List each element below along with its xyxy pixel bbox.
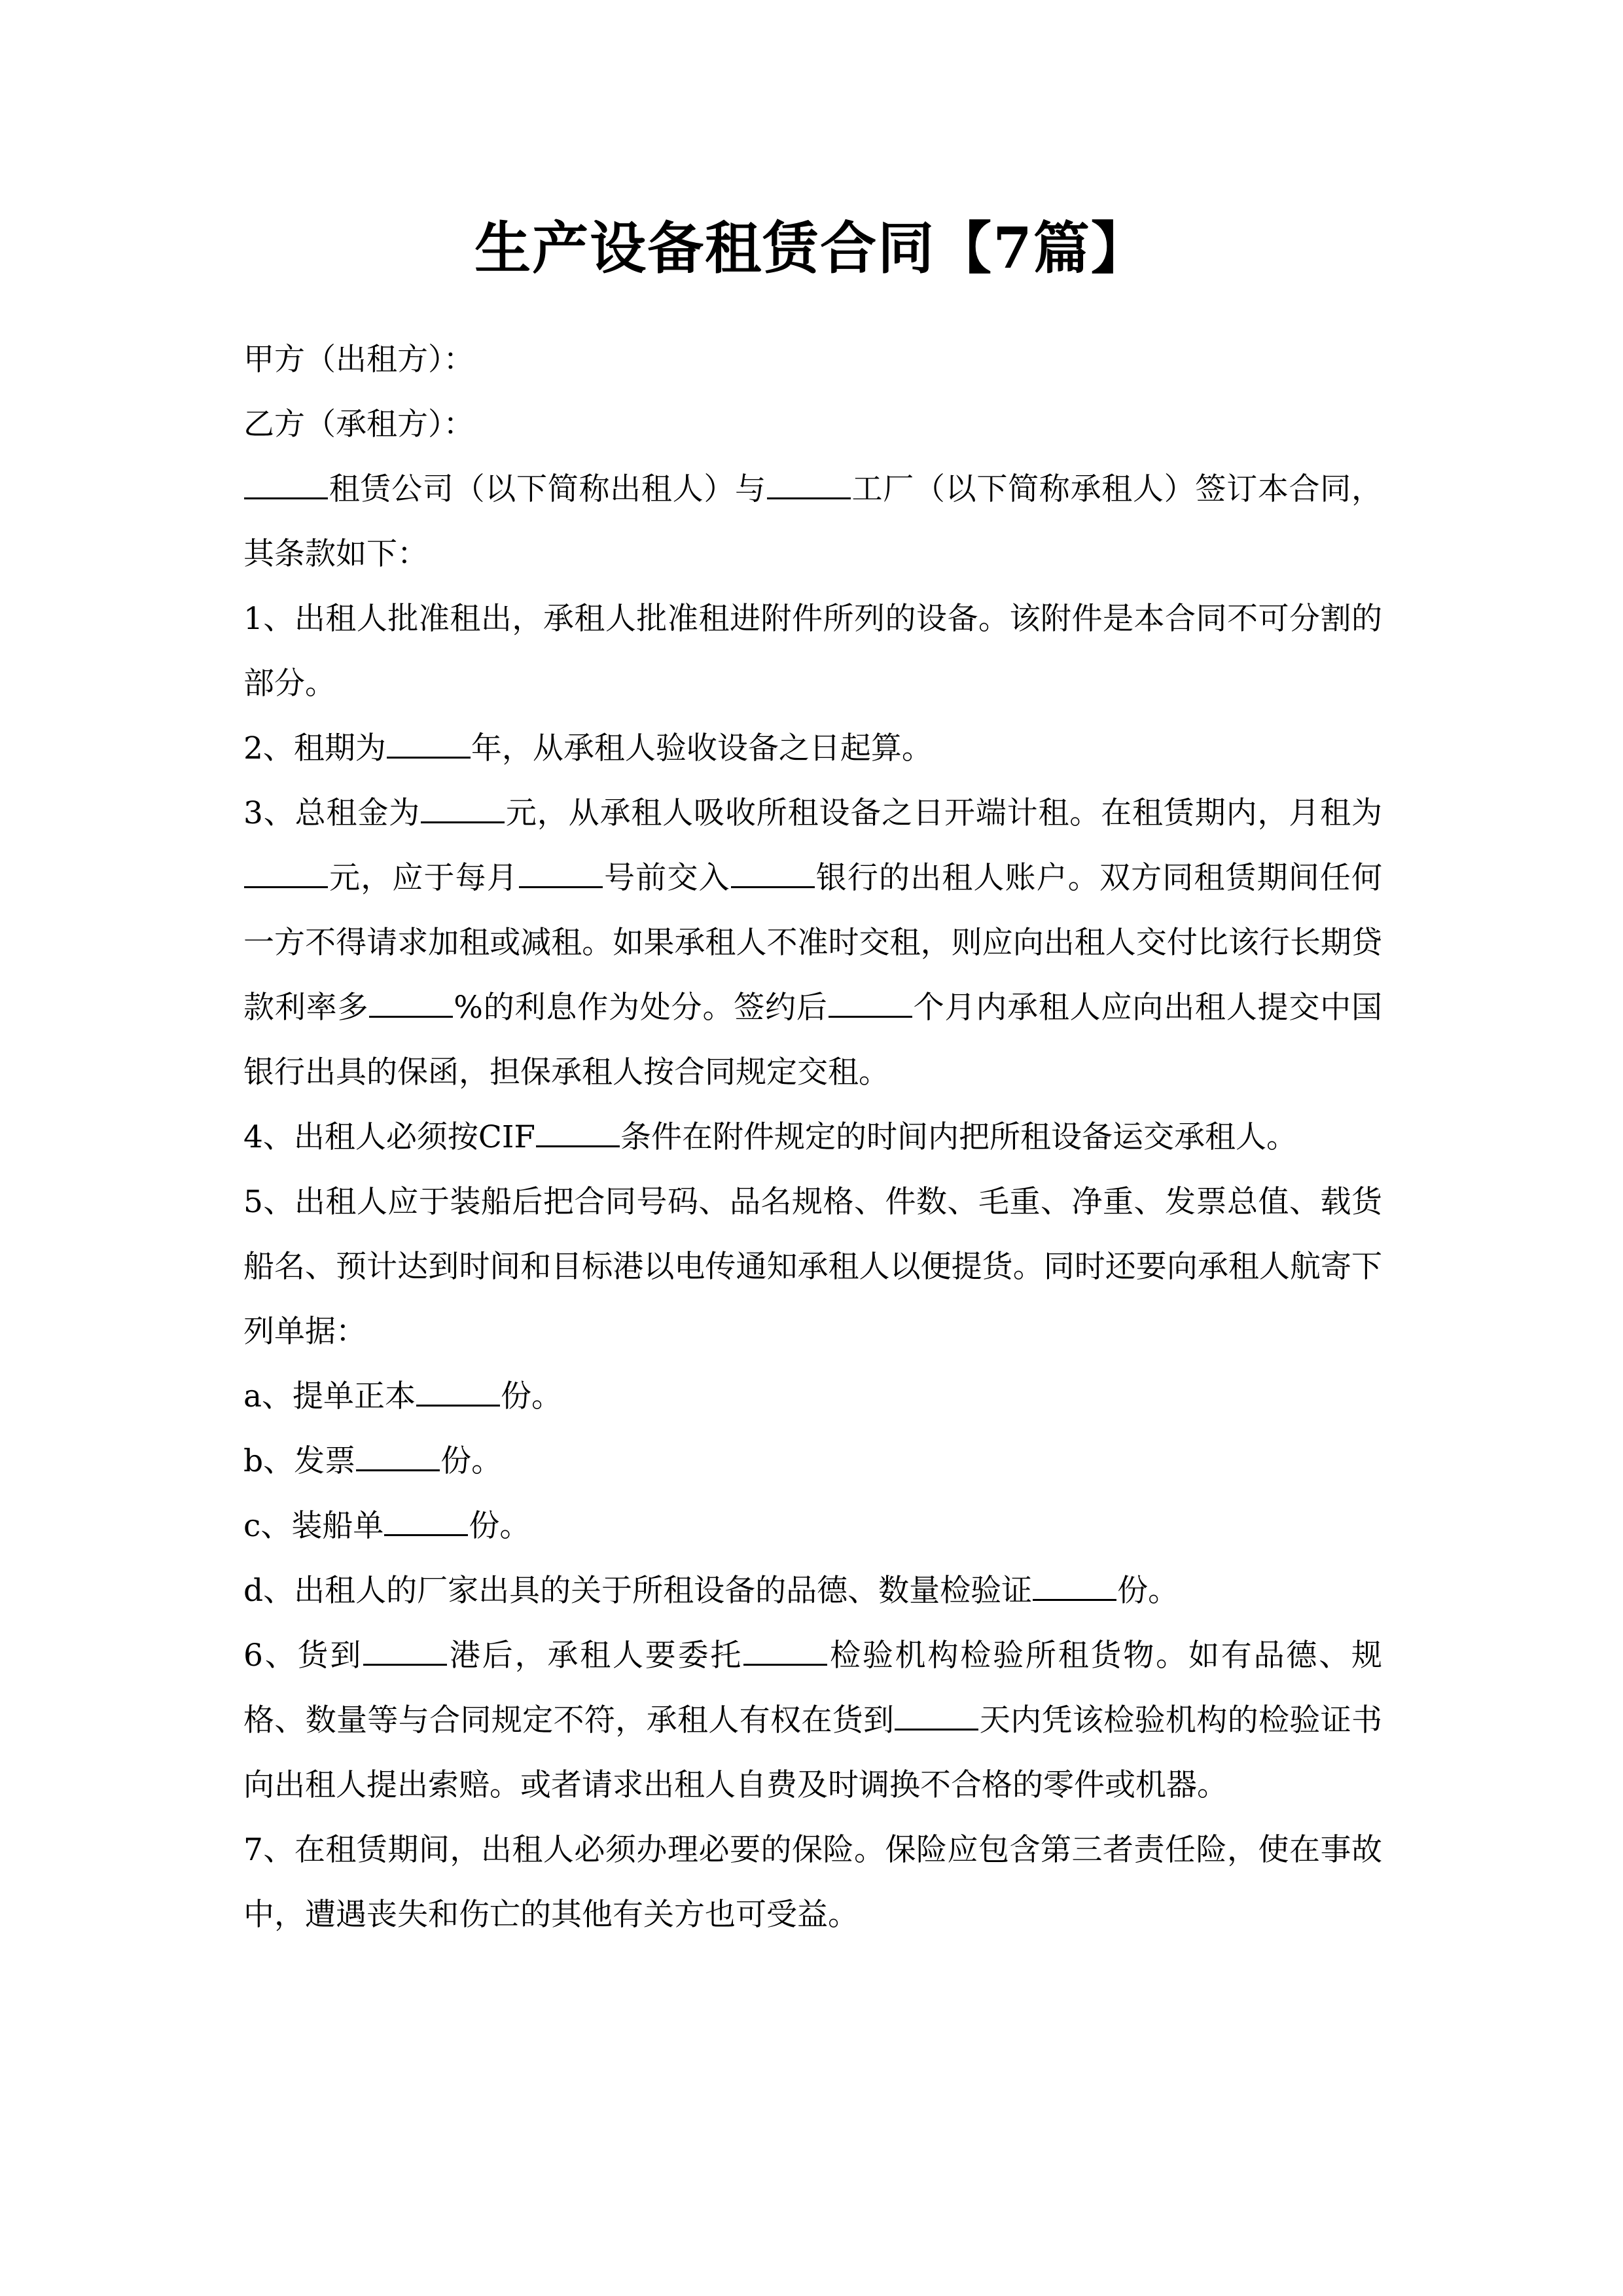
paragraph-clause-1 (243, 586, 1382, 716)
blank-lessee-factory[interactable] (767, 469, 851, 499)
blank-bank-name[interactable] (731, 858, 815, 888)
clause-2-text-a: 2、租期为 (243, 730, 386, 766)
blank-payment-day[interactable] (519, 858, 603, 888)
clause-6-text-d: 天内凭该检验机构的检验证书向出租人提出索赔。或者请求出租人自费及时调换不合格的零件或机器。 (243, 1702, 1383, 1803)
clause-5-text: 5、出租人应于装船后把合同号码、品名规格、件数、毛重、净重、发票总值、载货船名、预计达到时间和目标港以电传通知承租人以便提货。同时还要向承租人航寄下列单据： (243, 1184, 1382, 1350)
blank-monthly-rent[interactable] (244, 858, 328, 888)
blank-inspection-agency[interactable] (743, 1636, 827, 1666)
clause-5a-text-b: 份。 (501, 1378, 563, 1414)
clause-5c-text-a: c、装船单 (243, 1508, 384, 1544)
clause-3-text-f: %的利息作为处分。签约后 (454, 990, 828, 1026)
blank-months-after-signing[interactable] (829, 988, 912, 1018)
paragraph-clause-3 (243, 781, 1382, 1105)
blank-lease-years[interactable] (387, 728, 471, 759)
paragraph-clause-7 (243, 1818, 1382, 1947)
paragraph-party-b (243, 392, 1382, 457)
page-title: 生产设备租赁合同【7篇】 (474, 215, 1149, 281)
clause-6-text-a: 6、货到 (243, 1638, 363, 1674)
clause-3-text-c: 元，应于每月 (329, 860, 518, 896)
clause-5d-text-a: d、出租人的厂家出具的关于所租设备的品德、数量检验证 (243, 1573, 1033, 1609)
clause-5b-text-a: b、发票 (243, 1443, 356, 1479)
paragraph-clause-5 (243, 1170, 1382, 1364)
clause-4-text-b: 条件在附件规定的时间内把所租设备运交承租人。 (620, 1119, 1298, 1155)
blank-shipping-note-copies[interactable] (384, 1506, 468, 1536)
paragraph-clause-5b (243, 1429, 1382, 1494)
paragraph-clause-5d (243, 1558, 1382, 1623)
paragraph-clause-5a (243, 1364, 1382, 1429)
paragraph-clause-5c (243, 1494, 1382, 1558)
blank-claim-days[interactable] (895, 1700, 978, 1731)
clause-6-text-c: 检验机构检验所租货物。如有品德、规格、数量等与合同规定不符，承租人有权在货到 (243, 1638, 1383, 1738)
clause-5b-text-b: 份。 (440, 1443, 503, 1479)
clause-3-text-b: 元，从承租人吸收所租设备之日开端计租。在租赁期内，月租为 (505, 795, 1383, 831)
preamble-text-2: 工厂（以下简称承租人）签订本合同，其条款如下： (243, 471, 1382, 572)
clause-4-text-a: 4、出租人必须按CIF (243, 1119, 536, 1155)
clause-7-text: 7、在租赁期间，出租人必须办理必要的保险。保险应包含第三者责任险，使在事故中，遭遇丧失和伤亡的其他有关方也可受益。 (243, 1832, 1382, 1933)
clause-6-text-b: 港后，承租人要委托 (448, 1638, 743, 1674)
paragraph-clause-4 (243, 1105, 1382, 1170)
clause-2-text-b: 年，从承租人验收设备之日起算。 (471, 730, 933, 766)
blank-cif-terms[interactable] (536, 1117, 620, 1147)
blank-inspection-cert-copies[interactable] (1033, 1571, 1116, 1601)
clause-1-text: 1、出租人批准租出，承租人批准租进附件所列的设备。该附件是本合同不可分割的部分。 (243, 601, 1382, 702)
clause-5a-text-a: a、提单正本 (243, 1378, 416, 1414)
blank-invoice-copies[interactable] (356, 1441, 440, 1471)
clause-5c-text-b: 份。 (469, 1508, 531, 1544)
blank-interest-percent[interactable] (369, 988, 453, 1018)
paragraph-preamble (243, 457, 1382, 586)
preamble-text-1: 租赁公司（以下简称出租人）与 (329, 471, 766, 507)
clause-3-text-g: 个月内承租人应向出租人提交中国银行出具的保函，担保承租人按合同规定交租。 (243, 990, 1383, 1090)
paragraph-clause-2 (243, 716, 1382, 781)
blank-lessor-company[interactable] (244, 469, 328, 499)
blank-arrival-port[interactable] (363, 1636, 447, 1666)
blank-total-rent[interactable] (421, 793, 505, 823)
clause-5d-text-b: 份。 (1117, 1573, 1179, 1609)
clause-3-text-e: 银行的出租人账户。双方同租赁期间任何一方不得请求加租或减租。如果承租人不准时交租，则应向出租人交付比该行长期贷款利率多 (243, 860, 1383, 1026)
clause-3-text-a: 3、总租金为 (243, 795, 421, 831)
paragraph-clause-6 (243, 1623, 1382, 1818)
party-a-text: 甲方（出租方）： (243, 342, 474, 378)
paragraph-party-a (243, 327, 1382, 392)
blank-bill-of-lading-copies[interactable] (416, 1376, 500, 1407)
document-body (243, 327, 1382, 1947)
clause-3-text-d: 号前交入 (603, 860, 730, 896)
party-b-text: 乙方（承租方）： (243, 406, 474, 442)
